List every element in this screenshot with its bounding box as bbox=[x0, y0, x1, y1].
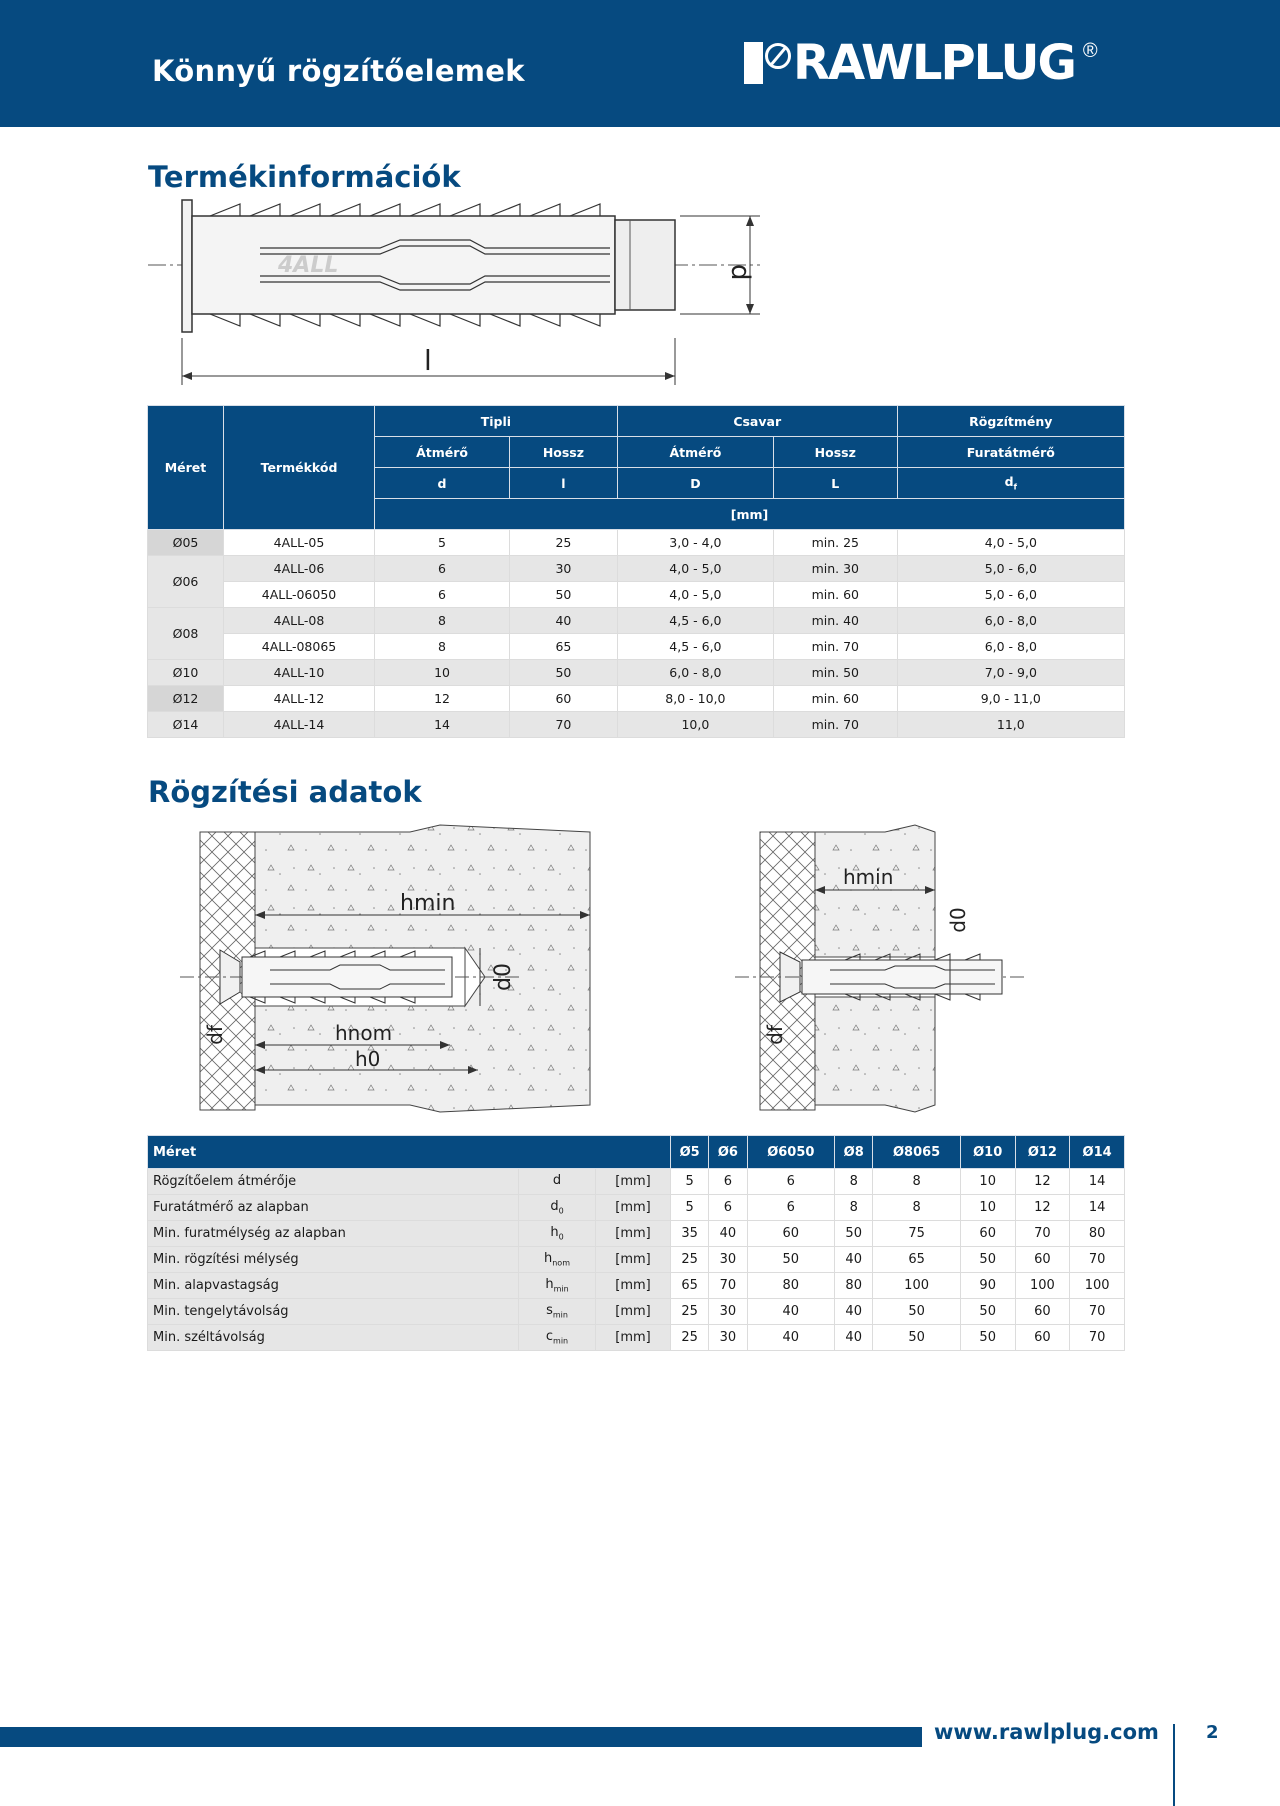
cell-meret: Ø08 bbox=[148, 608, 224, 660]
cell: 4ALL-12 bbox=[224, 686, 375, 712]
cell: 40 bbox=[510, 608, 618, 634]
th-sym-L: L bbox=[773, 468, 897, 499]
cell: 70 bbox=[709, 1273, 747, 1299]
cell: 8 bbox=[375, 608, 510, 634]
row-label: Min. széltávolság bbox=[148, 1325, 519, 1351]
th-rogzitmeny: Rögzítmény bbox=[897, 406, 1124, 437]
cell: 60 bbox=[1015, 1247, 1070, 1273]
th-unit-mm: [mm] bbox=[375, 499, 1125, 530]
table-row bbox=[148, 556, 1125, 582]
cell: 70 bbox=[1070, 1325, 1125, 1351]
table-row bbox=[148, 582, 1125, 608]
th-size: Ø14 bbox=[1070, 1136, 1125, 1169]
cell: 6 bbox=[709, 1195, 747, 1221]
cell: 10 bbox=[960, 1195, 1015, 1221]
cell: 30 bbox=[510, 556, 618, 582]
cell: 50 bbox=[960, 1299, 1015, 1325]
logo-circle-icon bbox=[765, 43, 791, 69]
cell: 50 bbox=[873, 1325, 961, 1351]
cell: min. 60 bbox=[773, 686, 897, 712]
footer-website-link[interactable]: www.rawlplug.com bbox=[934, 1720, 1159, 1744]
row-label: Min. alapvastagság bbox=[148, 1273, 519, 1299]
row-symbol: $h_0$ bbox=[519, 1221, 596, 1247]
th-csavar: Csavar bbox=[617, 406, 897, 437]
footer-divider bbox=[1173, 1724, 1175, 1806]
product-info-table bbox=[147, 405, 1125, 738]
cell: 5 bbox=[671, 1169, 709, 1195]
th-termekkod: Termékkód bbox=[224, 406, 375, 530]
cell: 50 bbox=[835, 1221, 873, 1247]
label-d0-thin: d0 bbox=[946, 907, 970, 933]
cell: 40 bbox=[747, 1299, 835, 1325]
cell: 80 bbox=[1070, 1221, 1125, 1247]
cell: 8,0 - 10,0 bbox=[617, 686, 773, 712]
row-label: Rögzítőelem átmérője bbox=[148, 1169, 519, 1195]
cell: 4,0 - 5,0 bbox=[617, 582, 773, 608]
cell-meret: Ø05 bbox=[148, 530, 224, 556]
cell: 70 bbox=[1070, 1299, 1125, 1325]
row-label: Min. furatmélység az alapban bbox=[148, 1221, 519, 1247]
cell: 65 bbox=[510, 634, 618, 660]
row-unit: [mm] bbox=[596, 1325, 671, 1351]
cell-meret: Ø14 bbox=[148, 712, 224, 738]
cell: 3,0 - 4,0 bbox=[617, 530, 773, 556]
th-tipli: Tipli bbox=[375, 406, 618, 437]
cell: 10 bbox=[960, 1169, 1015, 1195]
cell: 40 bbox=[747, 1325, 835, 1351]
cell-meret: Ø12 bbox=[148, 686, 224, 712]
cell: 6,0 - 8,0 bbox=[617, 660, 773, 686]
cell: 100 bbox=[1070, 1273, 1125, 1299]
cell: 8 bbox=[873, 1169, 961, 1195]
th-sym-l: l bbox=[510, 468, 618, 499]
th-size: Ø12 bbox=[1015, 1136, 1070, 1169]
cell: 50 bbox=[510, 660, 618, 686]
cell: 80 bbox=[835, 1273, 873, 1299]
th-meret: Méret bbox=[148, 406, 224, 530]
cell: 12 bbox=[375, 686, 510, 712]
logo-text: RAWLPLUG bbox=[793, 35, 1075, 91]
cell: 10,0 bbox=[617, 712, 773, 738]
cell: 8 bbox=[835, 1195, 873, 1221]
cell-meret: Ø10 bbox=[148, 660, 224, 686]
row-symbol: $d_0$ bbox=[519, 1195, 596, 1221]
cell: 75 bbox=[873, 1221, 961, 1247]
th-size: Ø8065 bbox=[873, 1136, 961, 1169]
cell: 6 bbox=[747, 1169, 835, 1195]
cell: 12 bbox=[1015, 1195, 1070, 1221]
cell: 5,0 - 6,0 bbox=[897, 556, 1124, 582]
cell-meret: Ø06 bbox=[148, 556, 224, 608]
table-row bbox=[148, 1325, 1125, 1351]
cell: 35 bbox=[671, 1221, 709, 1247]
cell: 25 bbox=[671, 1247, 709, 1273]
th-atmero-csavar: Átmérő bbox=[617, 437, 773, 468]
cell: 6,0 - 8,0 bbox=[897, 634, 1124, 660]
table-row bbox=[148, 686, 1125, 712]
th-furatatmero: Furatátmérő bbox=[897, 437, 1124, 468]
logo-bar-icon bbox=[744, 42, 763, 84]
row-unit: [mm] bbox=[596, 1195, 671, 1221]
table-row bbox=[148, 1247, 1125, 1273]
cell: 40 bbox=[835, 1247, 873, 1273]
cell: 8 bbox=[375, 634, 510, 660]
table-row bbox=[148, 608, 1125, 634]
table-row bbox=[148, 1273, 1125, 1299]
cell: 50 bbox=[960, 1247, 1015, 1273]
cell: 4ALL-05 bbox=[224, 530, 375, 556]
cell: 50 bbox=[873, 1299, 961, 1325]
th-hossz-csavar: Hossz bbox=[773, 437, 897, 468]
cell: min. 70 bbox=[773, 634, 897, 660]
table-row bbox=[148, 1299, 1125, 1325]
footer-bar bbox=[0, 1727, 922, 1747]
row-label: Furatátmérő az alapban bbox=[148, 1195, 519, 1221]
cell: 4,5 - 6,0 bbox=[617, 634, 773, 660]
cell: 10 bbox=[375, 660, 510, 686]
rawlplug-logo bbox=[744, 35, 1098, 91]
row-symbol: $h_{min}$ bbox=[519, 1273, 596, 1299]
cell: min. 40 bbox=[773, 608, 897, 634]
th-hossz-tipli: Hossz bbox=[510, 437, 618, 468]
installation-drawing-thin-base bbox=[725, 820, 1065, 1120]
anchor-dimension-drawing bbox=[140, 190, 780, 390]
cell: 30 bbox=[709, 1247, 747, 1273]
th-size: Ø8 bbox=[835, 1136, 873, 1169]
table-row bbox=[148, 660, 1125, 686]
table-row bbox=[148, 634, 1125, 660]
cell: 12 bbox=[1015, 1169, 1070, 1195]
row-unit: [mm] bbox=[596, 1169, 671, 1195]
cell: 6 bbox=[375, 582, 510, 608]
cell: 60 bbox=[1015, 1325, 1070, 1351]
table-row bbox=[148, 530, 1125, 556]
table-row bbox=[148, 712, 1125, 738]
table-row bbox=[148, 1221, 1125, 1247]
cell: 60 bbox=[747, 1221, 835, 1247]
cell: min. 30 bbox=[773, 556, 897, 582]
cell: 80 bbox=[747, 1273, 835, 1299]
row-symbol: $h_{nom}$ bbox=[519, 1247, 596, 1273]
cell: 90 bbox=[960, 1273, 1015, 1299]
cell: 11,0 bbox=[897, 712, 1124, 738]
table-row bbox=[148, 1169, 1125, 1195]
cell: 6 bbox=[709, 1169, 747, 1195]
section-title-installation-data: Rögzítési adatok bbox=[148, 775, 422, 809]
row-unit: [mm] bbox=[596, 1299, 671, 1325]
cell: 70 bbox=[510, 712, 618, 738]
th-size: Ø10 bbox=[960, 1136, 1015, 1169]
cell: min. 25 bbox=[773, 530, 897, 556]
installation-drawing-concrete bbox=[180, 820, 600, 1120]
cell: 100 bbox=[1015, 1273, 1070, 1299]
cell: 14 bbox=[1070, 1195, 1125, 1221]
label-d0: d0 bbox=[491, 963, 516, 991]
cell: 4ALL-06050 bbox=[224, 582, 375, 608]
row-label: Min. rögzítési mélység bbox=[148, 1247, 519, 1273]
installation-data-table bbox=[147, 1135, 1125, 1351]
cell: 65 bbox=[873, 1247, 961, 1273]
cell: 65 bbox=[671, 1273, 709, 1299]
cell: 6,0 - 8,0 bbox=[897, 608, 1124, 634]
dim-label-l: l bbox=[424, 344, 432, 377]
cell: 4ALL-08065 bbox=[224, 634, 375, 660]
cell: 4ALL-10 bbox=[224, 660, 375, 686]
cell: 60 bbox=[510, 686, 618, 712]
th-meret: Méret bbox=[148, 1136, 671, 1169]
label-hnom: hnom bbox=[335, 1021, 393, 1045]
page-header bbox=[0, 0, 1280, 127]
cell: 60 bbox=[960, 1221, 1015, 1247]
table-row bbox=[148, 1195, 1125, 1221]
label-hmin: hmin bbox=[400, 891, 456, 916]
cell: min. 50 bbox=[773, 660, 897, 686]
section-title-product-info: Termékinformációk bbox=[148, 160, 461, 194]
dim-label-d: d bbox=[725, 264, 755, 281]
cell: 4ALL-06 bbox=[224, 556, 375, 582]
cell: 40 bbox=[835, 1325, 873, 1351]
cell: 4ALL-08 bbox=[224, 608, 375, 634]
row-label: Min. tengelytávolság bbox=[148, 1299, 519, 1325]
cell: 8 bbox=[873, 1195, 961, 1221]
cell: min. 70 bbox=[773, 712, 897, 738]
th-size: Ø5 bbox=[671, 1136, 709, 1169]
logo-registered: ® bbox=[1082, 39, 1098, 62]
cell: 50 bbox=[747, 1247, 835, 1273]
cell: 50 bbox=[510, 582, 618, 608]
label-hmin-thin: hmin bbox=[843, 865, 894, 889]
row-unit: [mm] bbox=[596, 1247, 671, 1273]
cell: 25 bbox=[671, 1325, 709, 1351]
cell: 4ALL-14 bbox=[224, 712, 375, 738]
cell: 5,0 - 6,0 bbox=[897, 582, 1124, 608]
th-sym-d: d bbox=[375, 468, 510, 499]
cell: 7,0 - 9,0 bbox=[897, 660, 1124, 686]
cell: 30 bbox=[709, 1299, 747, 1325]
cell: min. 60 bbox=[773, 582, 897, 608]
cell: 70 bbox=[1015, 1221, 1070, 1247]
th-size: Ø6050 bbox=[747, 1136, 835, 1169]
cell: 4,0 - 5,0 bbox=[897, 530, 1124, 556]
cell: 14 bbox=[1070, 1169, 1125, 1195]
cell: 25 bbox=[510, 530, 618, 556]
cell: 14 bbox=[375, 712, 510, 738]
cell: 60 bbox=[1015, 1299, 1070, 1325]
row-symbol: d bbox=[519, 1169, 596, 1195]
cell: 70 bbox=[1070, 1247, 1125, 1273]
row-symbol: $s_{min}$ bbox=[519, 1299, 596, 1325]
cell: 8 bbox=[835, 1169, 873, 1195]
cell: 5 bbox=[375, 530, 510, 556]
th-size: Ø6 bbox=[709, 1136, 747, 1169]
label-h0: h0 bbox=[355, 1047, 381, 1071]
header-title: Könnyű rögzítőelemek bbox=[152, 54, 525, 88]
cell: 4,5 - 6,0 bbox=[617, 608, 773, 634]
cell: 9,0 - 11,0 bbox=[897, 686, 1124, 712]
th-sym-D: D bbox=[617, 468, 773, 499]
cell: 40 bbox=[709, 1221, 747, 1247]
row-unit: [mm] bbox=[596, 1273, 671, 1299]
cell: 50 bbox=[960, 1325, 1015, 1351]
cell: 6 bbox=[747, 1195, 835, 1221]
th-sym-df: $d_f$ bbox=[897, 468, 1124, 499]
cell: 25 bbox=[671, 1299, 709, 1325]
page-number: 2 bbox=[1206, 1722, 1219, 1743]
cell: 4,0 - 5,0 bbox=[617, 556, 773, 582]
cell: 30 bbox=[709, 1325, 747, 1351]
cell: 40 bbox=[835, 1299, 873, 1325]
th-atmero-tipli: Átmérő bbox=[375, 437, 510, 468]
row-symbol: $c_{min}$ bbox=[519, 1325, 596, 1351]
label-df: df bbox=[203, 1025, 227, 1045]
label-df-thin: df bbox=[763, 1025, 787, 1045]
row-unit: [mm] bbox=[596, 1221, 671, 1247]
anchor-embossed-text: 4ALL bbox=[278, 253, 339, 278]
cell: 5 bbox=[671, 1195, 709, 1221]
cell: 6 bbox=[375, 556, 510, 582]
cell: 100 bbox=[873, 1273, 961, 1299]
